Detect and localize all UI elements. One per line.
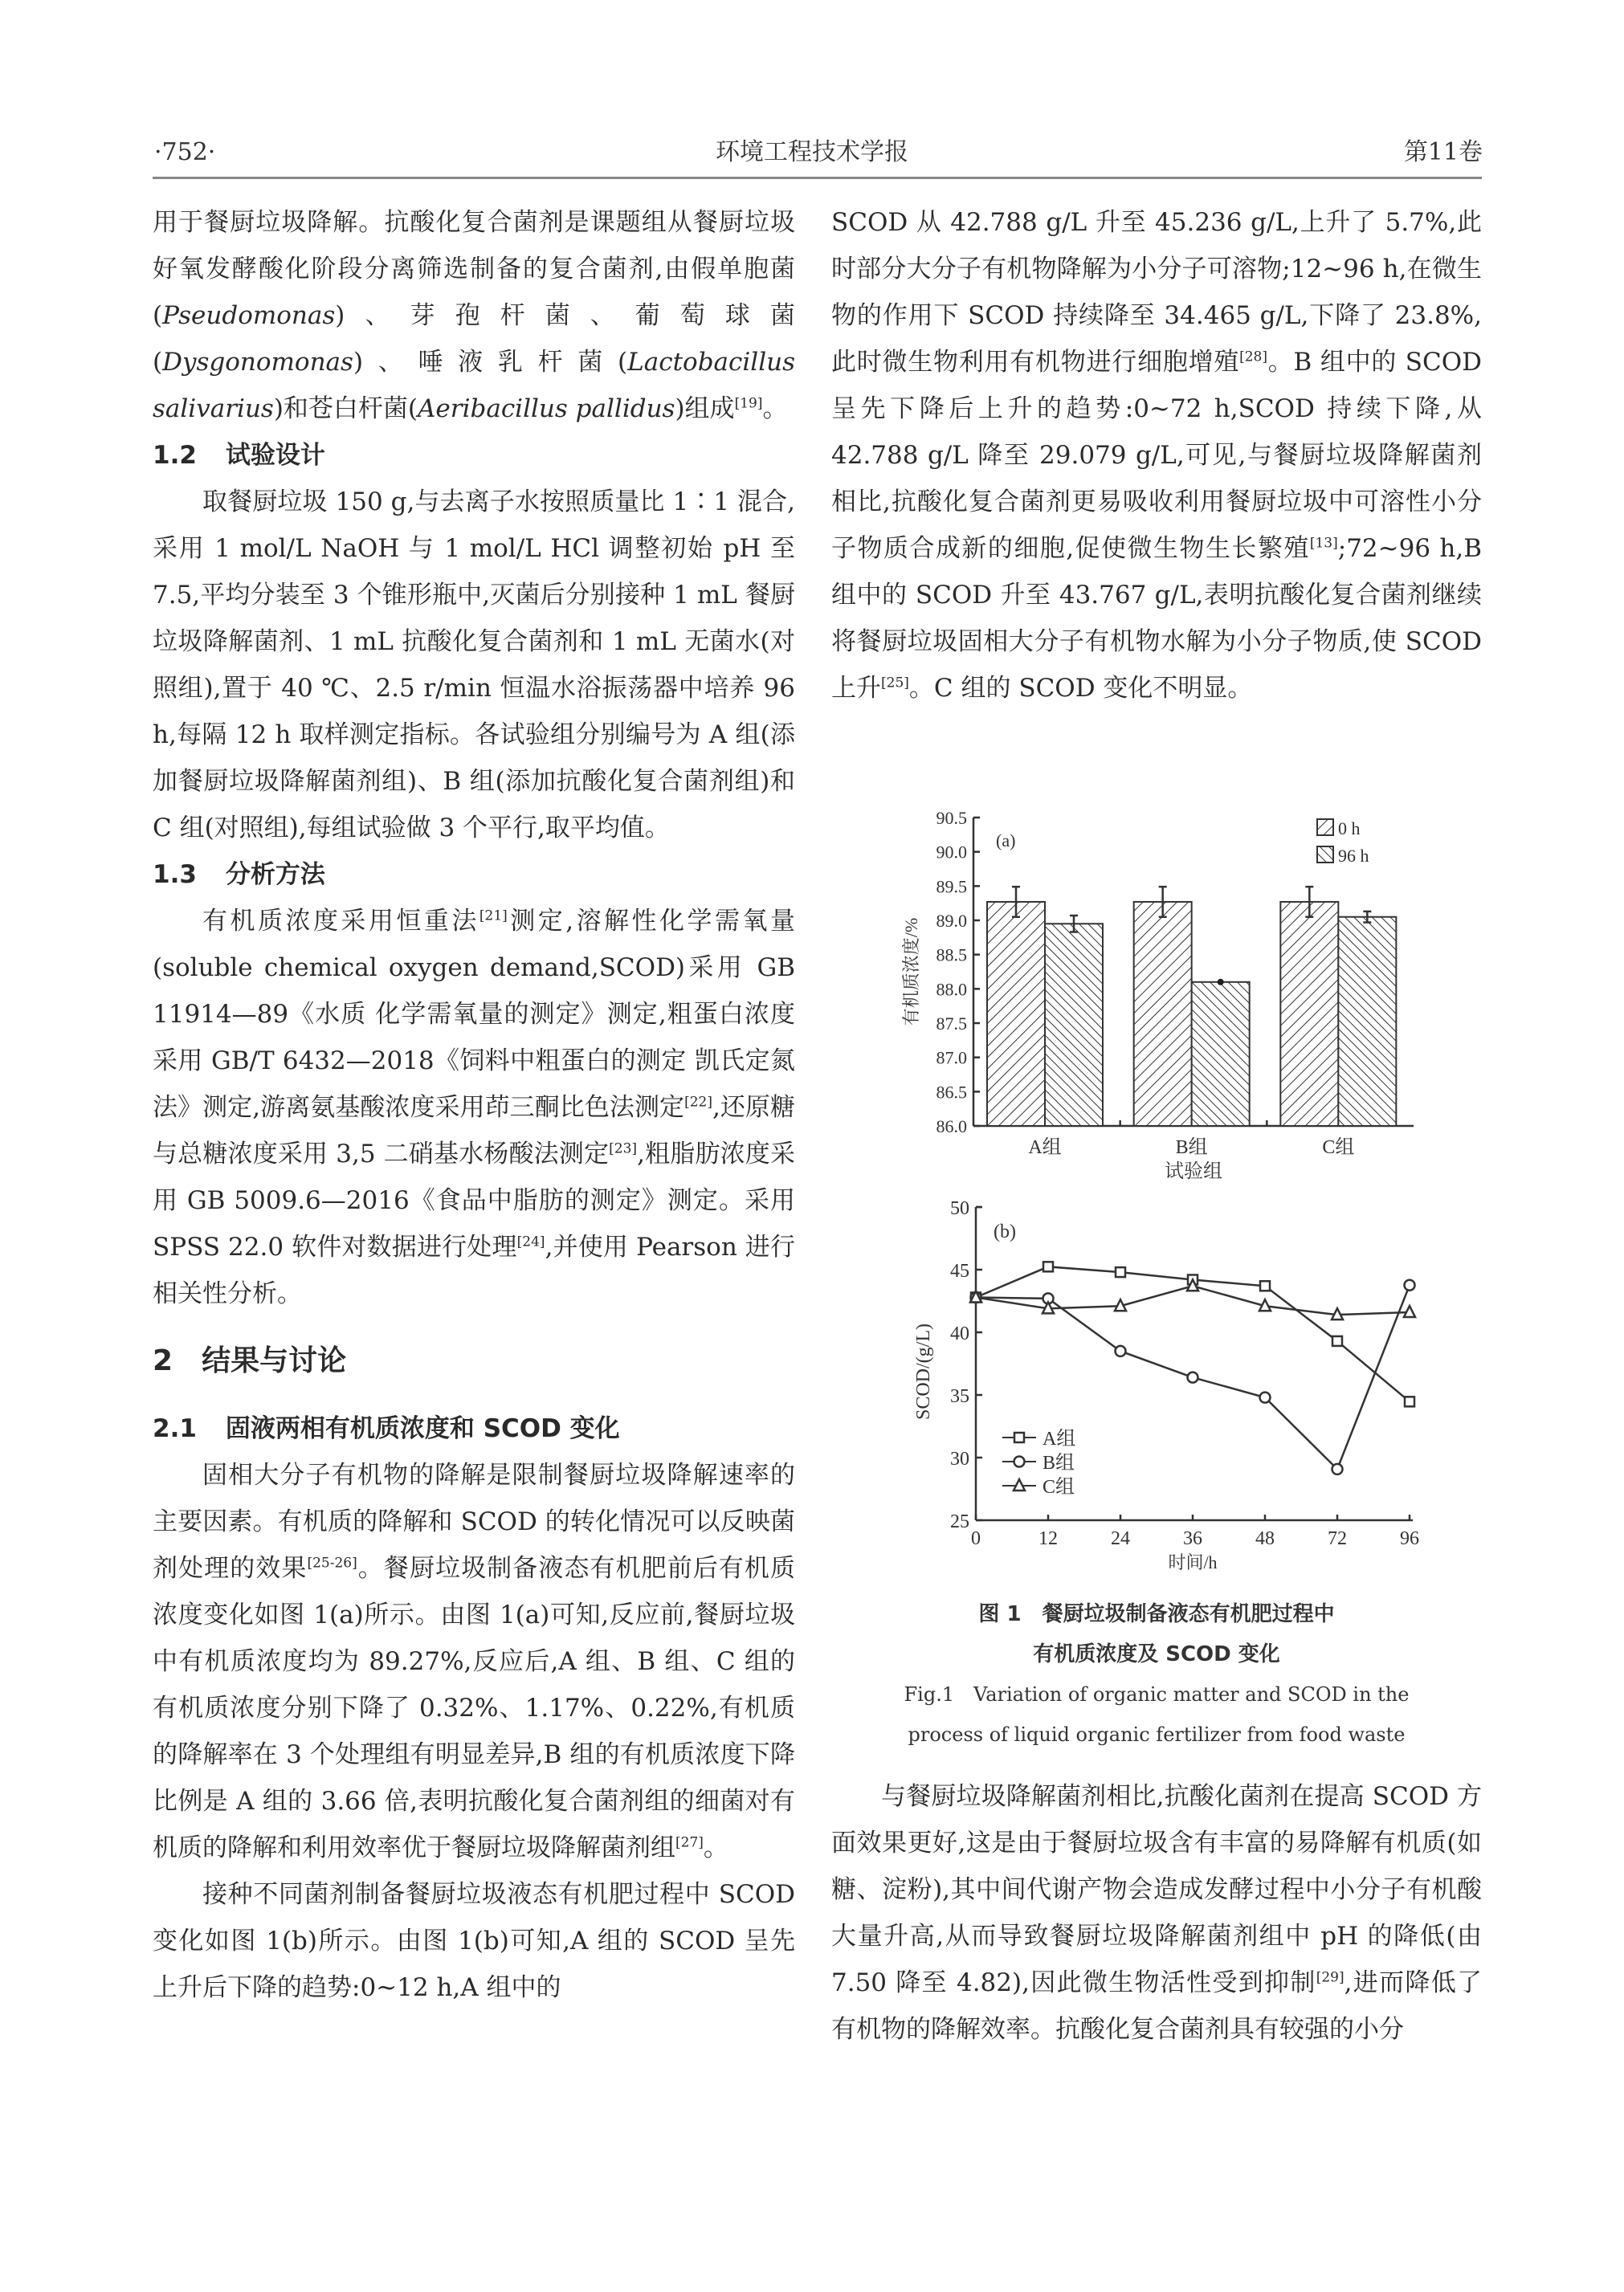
svg-text:86.5: 86.5 <box>936 1082 967 1103</box>
citation: [24] <box>516 1234 545 1250</box>
bar-chart-organic-matter <box>901 808 1414 1182</box>
citation: [25-26] <box>307 1555 357 1572</box>
svg-text:86.0: 86.0 <box>936 1116 967 1136</box>
section-heading-2-1: 2.1 固液两相有机质浓度和 SCOD 变化 <box>153 1414 620 1443</box>
citation: [13] <box>1309 535 1338 552</box>
svg-text:89.0: 89.0 <box>936 911 967 931</box>
svg-text:25: 25 <box>950 1511 969 1532</box>
citation: [23] <box>609 1140 638 1157</box>
svg-text:0 h: 0 h <box>1338 818 1361 838</box>
citation: [25] <box>881 675 909 691</box>
svg-text:87.5: 87.5 <box>936 1013 967 1034</box>
svg-text:35: 35 <box>950 1386 969 1407</box>
journal-title: 环境工程技术学报 <box>716 138 908 166</box>
svg-text:有机质浓度/%: 有机质浓度/% <box>901 917 921 1026</box>
svg-text:0: 0 <box>971 1528 981 1549</box>
svg-text:72: 72 <box>1328 1528 1347 1549</box>
svg-text:时间/h: 时间/h <box>1168 1552 1218 1572</box>
section-heading-1-2: 1.2 试验设计 <box>153 441 325 470</box>
svg-text:12: 12 <box>1038 1528 1058 1549</box>
volume-label: 第11卷 <box>1403 138 1483 166</box>
citation: [27] <box>675 1834 704 1851</box>
citation: [22] <box>684 1094 712 1111</box>
svg-text:试验组: 试验组 <box>1165 1161 1222 1182</box>
svg-text:C组: C组 <box>1043 1477 1075 1498</box>
caption-cn-line2: 有机质浓度及 SCOD 变化 <box>1033 1642 1280 1666</box>
paragraph-organic-matter: 固相大分子有机物的降解是限制餐厨垃圾降解速率的主要因素。有机质的降解和 SCOD 的转化情况可以反映菌剂处理的效果[25-26]。餐厨垃圾制备液态有机肥前后有机质浓度变化如图 1(a)所示。由图 1(a)可知,反应前,餐厨垃圾中有机质浓度均为 89.27%,反应后,A 组、B 组、C 组的有机质浓度分别下降了 0.32%、1.17%、0.22%,有机质的降解率在 3 个处理组有明显差异,B 组的有机质浓度下降比例是 A 组的 3.66 倍,表明抗酸化复合菌剂组的细菌对有机质的降解和利用效率优于餐厨垃圾降解菌剂组[27]。 <box>153 1461 796 1862</box>
page-number: ·752· <box>154 138 216 166</box>
svg-text:A组: A组 <box>1043 1429 1076 1450</box>
paragraph-analysis-methods: 有机质浓度采用恒重法[21]测定,溶解性化学需氧量(soluble chemical oxygen demand,SCOD)采用 GB 11914—89《水质 化学需氧量的测定》测定,粗蛋白浓度采用 GB/T 6432—2018《饲料中粗蛋白的测定 凯氏定氮法》测定,游离氨基酸浓度采用茚三酮比色法测定[22],还原糖与总糖浓度采用 3,5 二硝基水杨酸法测定[23],粗脂肪浓度采用 GB 5009.6—2016《食品中脂肪的测定》测定。采用 SPSS 22.0 软件对数据进行处理[24],并使用 Pearson 进行相关性分析。 <box>153 907 795 1308</box>
caption-en-line1: Fig.1 Variation of organic matter and SCOD in the <box>904 1683 1410 1706</box>
svg-text:30: 30 <box>950 1449 969 1470</box>
svg-text:C组: C组 <box>1322 1137 1355 1158</box>
citation: [21] <box>479 907 508 924</box>
svg-text:SCOD/(g/L): SCOD/(g/L) <box>913 1323 934 1420</box>
caption-cn-line1: 图 1 餐厨垃圾制备液态有机肥过程中 <box>978 1602 1335 1626</box>
svg-text:96 h: 96 h <box>1338 846 1369 866</box>
paragraph-experiment-design: 取餐厨垃圾 150 g,与去离子水按照质量比 1∶1 混合,采用 1 mol/L NaOH 与 1 mol/L HCl 调整初始 pH 至 7.5,平均分装至 3 个锥形瓶中,灭菌后分别接种 1 mL 餐厨垃圾降解菌剂、1 mL 抗酸化复合菌剂和 1 mL 无菌水(对照组),置于 40 ℃、2.5 r/min 恒温水浴振荡器中培养 96 h,每隔 12 h 取样测定指标。各试验组分别编号为 A 组(添加餐厨垃圾降解菌剂组)、B 组(添加抗酸化复合菌剂组)和 C 组(对照组),每组试验做 3 个平行,取平均值。 <box>153 487 795 842</box>
caption-en-line2: process of liquid organic fertilizer from food waste <box>908 1723 1406 1746</box>
svg-text:A组: A组 <box>1028 1137 1062 1158</box>
line-chart-scod <box>913 1198 1419 1572</box>
paragraph-scod-trends: SCOD 从 42.788 g/L 升至 45.236 g/L,上升了 5.7%,此时部分大分子有机物降解为小分子可溶物;12~96 h,在微生物的作用下 SCOD 持续降至 34.465 g/L,下降了 23.8%,此时微生物利用有机物进行细胞增殖[28]。B 组中的 SCOD 呈先下降后上升的趋势:0~72 h,SCOD 持续下降,从 42.788 g/L 降至 29.079 g/L,可见,与餐厨垃圾降解菌剂相比,抗酸化复合菌剂更易吸收利用餐厨垃圾中可溶性小分子物质合成新的细胞,促使微生物生长繁殖[13];72~96 h,B 组中的 SCOD 升至 43.767 g/L,表明抗酸化复合菌剂继续将餐厨垃圾固相大分子有机物水解为小分子物质,使 SCOD 上升[25]。C 组的 SCOD 变化不明显。 <box>831 208 1483 703</box>
svg-text:(a): (a) <box>996 830 1016 850</box>
paragraph-scod-intro: 接种不同菌剂制备餐厨垃圾液态有机肥过程中 SCOD 变化如图 1(b)所示。由图 1(b)可知,A 组的 SCOD 呈先上升后下降的趋势:0~12 h,A 组中的 <box>153 1880 795 2002</box>
svg-text:90.5: 90.5 <box>936 808 967 828</box>
citation: [28] <box>1239 349 1267 365</box>
svg-text:96: 96 <box>1400 1528 1419 1549</box>
svg-text:89.5: 89.5 <box>936 876 967 897</box>
svg-text:88.5: 88.5 <box>936 944 967 965</box>
section-heading-2: 2 结果与讨论 <box>153 1344 347 1377</box>
svg-text:45: 45 <box>950 1261 969 1282</box>
svg-text:88.0: 88.0 <box>936 979 967 1000</box>
svg-text:36: 36 <box>1183 1528 1202 1549</box>
section-heading-1-3: 1.3 分析方法 <box>153 860 325 889</box>
citation: [29] <box>1316 1969 1344 1986</box>
svg-text:B组: B组 <box>1043 1453 1075 1474</box>
svg-text:24: 24 <box>1111 1528 1130 1549</box>
svg-text:90.0: 90.0 <box>936 842 967 863</box>
right-column-bottom <box>831 1773 1482 2053</box>
svg-text:87.0: 87.0 <box>936 1047 967 1068</box>
svg-text:(b): (b) <box>994 1221 1016 1242</box>
svg-text:B组: B组 <box>1175 1137 1208 1158</box>
paragraph-ph-discussion: 与餐厨垃圾降解菌剂相比,抗酸化菌剂在提高 SCOD 方面效果更好,这是由于餐厨垃圾含有丰富的易降解有机质(如糖、淀粉),其中间代谢产物会造成发酵过程中小分子有机酸大量升高,从而导致餐厨垃圾降解菌剂组中 pH 的降低(由 7.50 降至 4.82),因此微生物活性受到抑制[29],进而降低了有机物的降解效率。抗酸化复合菌剂具有较强的小分 <box>831 1782 1483 2044</box>
svg-text:50: 50 <box>950 1198 969 1219</box>
citation: [19] <box>734 395 763 412</box>
paragraph-strains: 用于餐厨垃圾降解。抗酸化复合菌剂是课题组从餐厨垃圾好氧发酵酸化阶段分离筛选制备的复合菌剂,由假单胞菌(Pseudomonas)、芽孢杆菌、葡萄球菌(Dysgonomonas)、唾液乳杆菌(Lactobacillus salivarius)和苍白杆菌(Aeribacillus pallidus)组成[19]。 <box>153 208 795 423</box>
svg-text:40: 40 <box>950 1323 969 1344</box>
svg-text:48: 48 <box>1255 1528 1275 1549</box>
figure-caption <box>831 1594 1482 1755</box>
